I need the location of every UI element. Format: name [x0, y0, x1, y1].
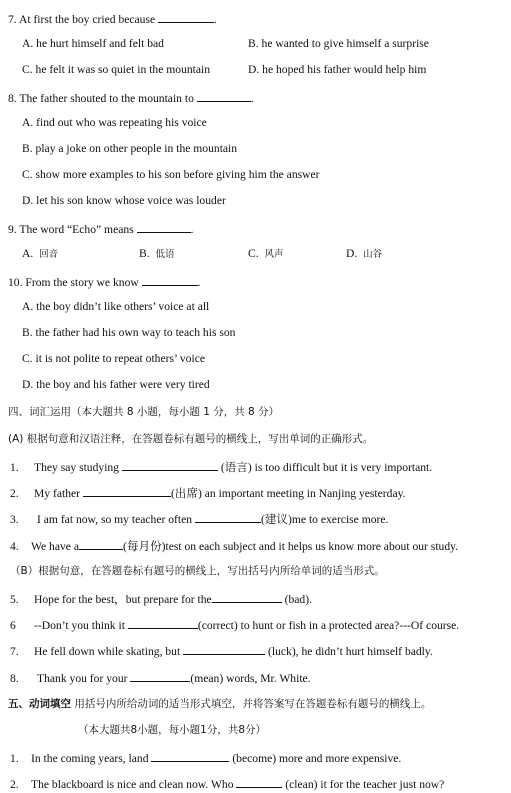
option-8d: D. let his son know whose voice was louder: [22, 194, 226, 207]
vocab-item-1: [10, 459, 432, 475]
item-text: (become) more and more expensive.: [229, 752, 402, 765]
answer-blank: [212, 591, 282, 603]
vocab-item-7: [10, 643, 433, 659]
answer-blank: [79, 538, 123, 550]
item-text: Thank you for your: [37, 672, 131, 685]
option-8a: A. find out who was repeating his voice: [22, 116, 207, 129]
section-5-heading: [8, 697, 431, 711]
item-text: We have a: [31, 540, 79, 553]
option-9a: [22, 247, 58, 262]
stem-text: 7. At first the boy cried because: [8, 13, 159, 26]
answer-blank: [197, 90, 251, 102]
item-text: He fell down while skating, but: [34, 645, 184, 658]
answer-blank: [158, 11, 214, 23]
item-text: (luck), he didn’t hurt himself badly.: [265, 645, 433, 658]
item-text: (clean) it for the teacher just now?: [282, 778, 445, 791]
item-text: The blackboard is nice and clean now. Who: [31, 778, 237, 791]
answer-blank: [151, 750, 229, 762]
answer-blank: [130, 670, 190, 682]
section-title: 五、动词填空: [8, 698, 71, 710]
vocab-item-8: [10, 670, 311, 686]
section-4-part-a-instructions: (A) 根据句意和汉语注释，在答题卷标有题号的横线上，写出单词的正确形式。: [8, 433, 374, 445]
item-text: I am fat now, so my teacher often: [37, 513, 195, 526]
verb-item-2: [10, 776, 444, 792]
answer-blank: [236, 776, 282, 788]
section-4-part-b-instructions: （B）根据句意，在答题卷标有题号的横线上，写出括号内所给单词的适当形式。: [10, 565, 385, 577]
answer-blank: [137, 221, 191, 233]
item-text: (correct) to hunt or fish in a protected area?---Of course.: [197, 619, 460, 632]
stem-text: 9. The word “Echo” means: [8, 223, 137, 236]
item-number: 1.: [10, 752, 19, 765]
option-9d: [346, 247, 382, 262]
vocab-item-5: [10, 591, 312, 607]
stem-text: 8. The father shouted to the mountain to: [8, 92, 197, 105]
stem-end: .: [190, 223, 194, 236]
verb-item-1: [10, 750, 401, 766]
option-8c: C. show more examples to his son before giving him the answer: [22, 168, 320, 181]
answer-blank: [128, 617, 198, 629]
option-text: 回音: [39, 249, 59, 260]
item-text: (语言) is too difficult but it is very important.: [217, 461, 433, 474]
option-7d: D. he hoped his father would help him: [248, 63, 427, 76]
section-instructions: 用括号内所给动词的适当形式填空，并将答案写在答题卷标有题号的横线上。: [71, 698, 432, 710]
item-text: Hope for the best，but prepare for the: [34, 593, 212, 606]
stem-end: .: [214, 13, 217, 26]
vocab-item-3: [10, 511, 388, 527]
item-text: (出席) an important meeting in Nanjing yesterday.: [170, 487, 406, 500]
option-letter: B.: [139, 247, 150, 260]
item-text: (bad).: [281, 593, 312, 606]
option-letter: C.: [248, 247, 259, 260]
option-7a: A. he hurt himself and felt bad: [22, 37, 164, 50]
item-text: (mean) words, Mr. White.: [190, 672, 311, 685]
question-7-stem: [8, 11, 217, 27]
option-text: 低语: [155, 249, 175, 260]
item-number: 7.: [10, 645, 19, 658]
item-text: --Don’t you think it: [34, 619, 128, 632]
question-8-stem: [8, 90, 254, 106]
item-text: (每月份)test on each subject and it helps us know more about our study.: [123, 540, 459, 553]
section-4-heading: 四、词汇运用（本大题共 8 小题，每小题 1 分，共 8 分）: [8, 406, 280, 418]
item-number: 6: [10, 619, 16, 632]
option-10a: A. the boy didn’t like others’ voice at all: [22, 300, 210, 313]
answer-blank: [142, 274, 198, 286]
stem-text: 10. From the story we know: [8, 276, 142, 289]
answer-blank: [195, 511, 261, 523]
section-5-subheading: （本大题共8小题，每小题1分，共8分）: [78, 724, 267, 736]
question-9-stem: [8, 221, 193, 237]
option-9c: [248, 247, 283, 262]
option-8b: B. play a joke on other people in the mountain: [22, 142, 238, 155]
item-number: 8.: [10, 672, 19, 685]
option-text: 风声: [264, 249, 284, 260]
option-9b: [139, 247, 174, 262]
stem-end: .: [250, 92, 254, 105]
vocab-item-2: [10, 485, 406, 501]
answer-blank: [83, 485, 171, 497]
option-10b: B. the father had his own way to teach his son: [22, 326, 236, 339]
item-number: 2.: [10, 487, 19, 500]
item-text: In the coming years, land: [31, 752, 152, 765]
vocab-item-4: [10, 538, 458, 554]
option-letter: A.: [22, 247, 34, 260]
answer-blank: [122, 459, 218, 471]
option-10d: D. the boy and his father were very tired: [22, 378, 210, 391]
item-number: 2.: [10, 778, 19, 791]
vocab-item-6: [10, 617, 459, 633]
question-10-stem: [8, 274, 201, 290]
item-number: 3.: [10, 513, 19, 526]
stem-end: .: [197, 276, 201, 289]
option-7c: C. he felt it was so quiet in the mountain: [22, 63, 211, 76]
option-7b: B. he wanted to give himself a surprise: [248, 37, 429, 50]
option-letter: D.: [346, 247, 358, 260]
item-text: My father: [34, 487, 83, 500]
answer-blank: [183, 643, 265, 655]
item-number: 4.: [10, 540, 19, 553]
item-number: 5.: [10, 593, 19, 606]
item-text: They say studying: [34, 461, 122, 474]
option-10c: C. it is not polite to repeat others’ voice: [22, 352, 205, 365]
item-text: (建议)me to exercise more.: [260, 513, 389, 526]
item-number: 1.: [10, 461, 19, 474]
option-text: 山谷: [363, 249, 383, 260]
